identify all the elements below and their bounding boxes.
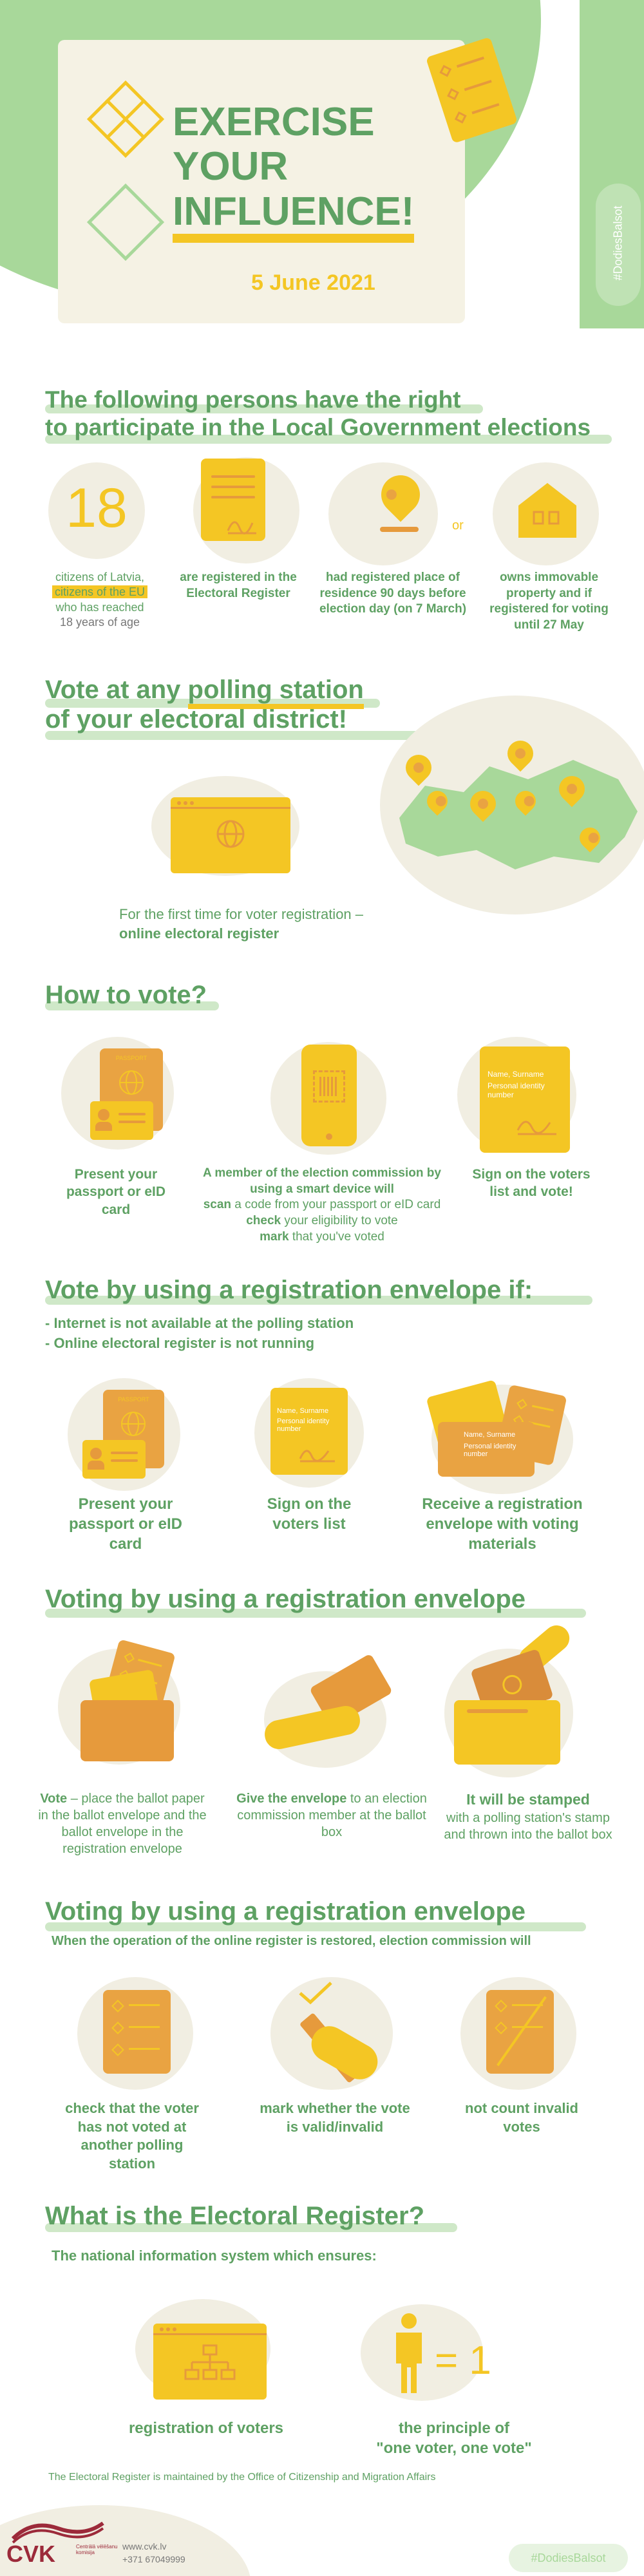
register-footnote: The Electoral Register is maintained by the Office of Citizenship and Migration Affairs bbox=[48, 2472, 436, 2483]
footer-hashtag-badge bbox=[509, 2544, 628, 2572]
restored-step3: not count invalid votes bbox=[465, 2100, 578, 2135]
polling-title: Vote at any polling station of your electoral district! bbox=[45, 676, 364, 734]
how-step3: Sign on the voters list and vote! bbox=[472, 1167, 591, 1200]
envelope-if-step2: Sign on the voters list bbox=[267, 1495, 352, 1533]
footer-web-link[interactable]: www.cvk.lv bbox=[122, 2541, 167, 2552]
envelope-voting-title: Voting by using a registration envelope bbox=[45, 1585, 526, 1613]
how-step2: A member of the election commission by using a smart device will scan a code from your passport or eID card check your eligibility to vote mark that you've voted bbox=[203, 1166, 441, 1244]
cvk-logo: CVK bbox=[6, 2541, 56, 2567]
envelope-if-step3: Receive a registration envelope with voting materials bbox=[422, 1495, 583, 1553]
passport-icon: PASSPORT bbox=[100, 1048, 163, 1131]
rights-item2: are registered in the Electoral Register bbox=[180, 571, 297, 600]
rights-item4: owns immovable property and if registered for voting until 27 May bbox=[489, 571, 609, 632]
envelope-voting-step2: Give the envelope to an election commission member at the ballot box bbox=[236, 1792, 427, 1839]
footer-hashtag: #DodiesBalsot bbox=[531, 2552, 606, 2564]
ballot-box-icon bbox=[454, 1700, 560, 1765]
polling-text: For the first time for voter registration – online electoral register bbox=[119, 906, 364, 942]
residence-pin-shadow bbox=[380, 527, 419, 532]
rights-title: The following persons have the right to participate in the Local Government elections bbox=[45, 386, 591, 440]
ballot-diamond-icon bbox=[84, 180, 167, 264]
outer-envelope-icon bbox=[80, 1700, 174, 1761]
register-item2: the principle of "one voter, one vote" bbox=[376, 2420, 532, 2458]
how-title: How to vote? bbox=[45, 981, 207, 1009]
restored-title: Voting by using a registration envelope bbox=[45, 1897, 526, 1926]
restored-step1: check that the voter has not voted at another polling station bbox=[65, 2100, 199, 2172]
checkmark-icon bbox=[296, 1980, 335, 2006]
smart-device-icon bbox=[301, 1045, 357, 1146]
restored-step2: mark whether the vote is valid/invalid bbox=[260, 2100, 410, 2135]
header-hashtag: #DodiesBalsot bbox=[611, 205, 625, 281]
rights-or: or bbox=[452, 518, 464, 533]
person-icon bbox=[390, 2312, 428, 2396]
envelope-if-step1: Present your passport or eID card bbox=[68, 1495, 183, 1553]
register-document-icon bbox=[201, 459, 265, 541]
registration-window-icon bbox=[153, 2324, 267, 2400]
header-hashtag-badge bbox=[596, 184, 641, 306]
envelope-voting-step1: Vote – place the ballot paper in the ballot envelope and the ballot envelope in the registration envelope bbox=[38, 1792, 207, 1856]
header-title-line3: INFLUENCE! bbox=[173, 189, 414, 234]
env-eid-card-icon bbox=[82, 1440, 146, 1479]
how-step1: Present your passport or eID card bbox=[66, 1167, 166, 1217]
eid-card-icon bbox=[90, 1101, 153, 1140]
voters-list-icon: Name, Surname Personal identity number bbox=[480, 1046, 570, 1153]
header-title-line2: YOUR bbox=[173, 144, 289, 189]
restored-subtitle: When the operation of the online register is restored, election commission will bbox=[52, 1934, 531, 1948]
header-title-line1: EXERCISE bbox=[173, 100, 375, 144]
env-passport-icon: PASSPORT bbox=[103, 1390, 164, 1468]
header-date: 5 June 2021 bbox=[251, 270, 375, 295]
registration-envelope-icon: Name, Surname Personal identity number bbox=[438, 1422, 535, 1477]
envelope-if-conditions: - Internet is not available at the polling station - Online electoral register is not running bbox=[45, 1315, 354, 1351]
invalid-document-icon bbox=[486, 1990, 554, 2074]
ballot-cross-icon bbox=[84, 77, 167, 161]
house-icon bbox=[512, 477, 583, 541]
footer-phone: +371 67049999 bbox=[122, 2553, 185, 2564]
equals-one: = 1 bbox=[435, 2338, 491, 2383]
register-title: What is the Electoral Register? bbox=[45, 2202, 425, 2230]
header-title bbox=[173, 100, 414, 234]
footer-contacts bbox=[122, 2541, 185, 2566]
register-subtitle: The national information system which ensures: bbox=[52, 2248, 377, 2264]
rights-item1: citizens of Latvia, citizens of the EU who has reached 18 years of age bbox=[26, 570, 174, 630]
checklist-document-icon bbox=[103, 1990, 171, 2074]
cvk-logo-sub: Centrālā vēlēšanu komisija bbox=[76, 2544, 118, 2556]
register-item1: registration of voters bbox=[128, 2420, 284, 2437]
age-number: 18 bbox=[66, 477, 128, 539]
env-voters-list-icon: Name, Surname Personal identity number bbox=[270, 1388, 348, 1475]
residence-blob bbox=[328, 462, 438, 565]
browser-window-icon bbox=[171, 797, 290, 873]
rights-item3: had registered place of residence 90 days before election day (on 7 March) bbox=[319, 571, 467, 616]
envelope-voting-step3: It will be stamped with a polling station's stamp and thrown into the ballot box bbox=[444, 1791, 612, 1842]
envelope-if-title: Vote by using a registration envelope if: bbox=[45, 1276, 533, 1304]
